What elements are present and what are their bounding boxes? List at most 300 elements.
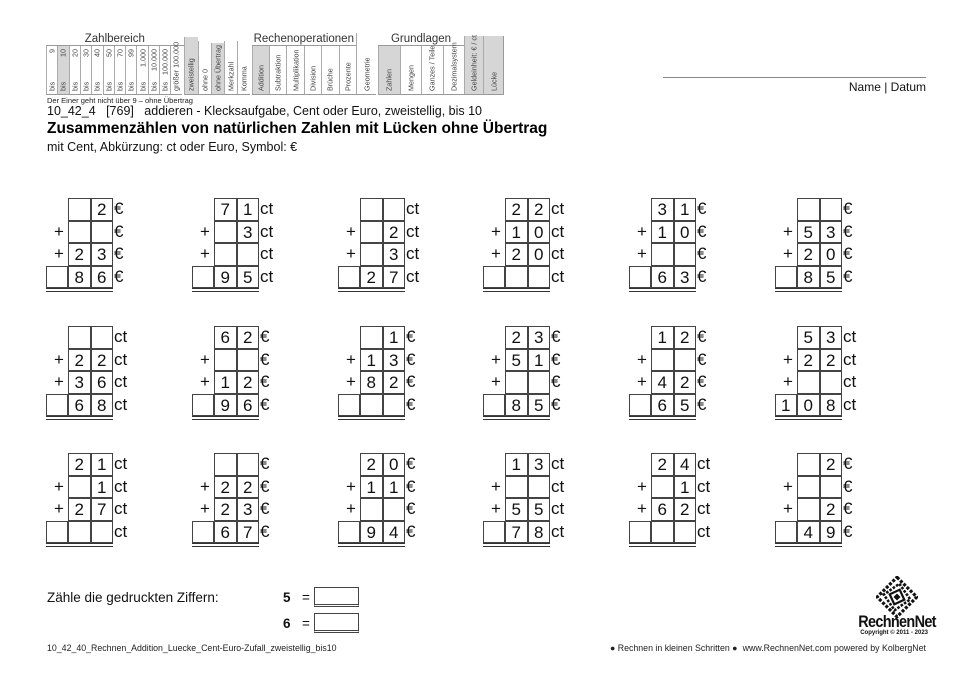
cell-label: Merkzahl — [226, 61, 236, 91]
blank-digit-box[interactable] — [528, 371, 551, 394]
addend-row — [483, 371, 613, 394]
file-name: 10_42_40_Rechnen_Addition_Luecke_Cent-Euro-Zufall_zweistellig_bis10 — [47, 643, 337, 653]
result-digit-box: 5 — [528, 394, 551, 417]
digit-box: 5 — [528, 498, 551, 521]
result-row — [338, 394, 468, 417]
unit-label: ct — [551, 199, 565, 218]
blank-digit-box[interactable] — [797, 453, 820, 476]
digit-box: 2 — [68, 349, 91, 372]
unit-label: € — [843, 521, 853, 541]
digit-box: 1 — [505, 453, 528, 476]
blank-digit-box[interactable] — [797, 476, 820, 499]
blank-result-box[interactable] — [383, 394, 406, 417]
blank-result-box[interactable] — [483, 394, 506, 417]
double-underline — [775, 543, 843, 547]
plus-sign: + — [200, 244, 210, 263]
addend-row — [192, 326, 322, 349]
digit-box: 3 — [237, 498, 260, 521]
digit-box: 0 — [820, 243, 843, 266]
unit-label: ct — [406, 244, 420, 263]
blank-result-box[interactable] — [46, 394, 69, 417]
digit-box: 2 — [674, 498, 697, 521]
result-row — [629, 521, 759, 544]
unit-label: € — [406, 394, 416, 414]
blank-digit-box[interactable] — [68, 476, 91, 499]
result-row — [338, 266, 468, 289]
blank-digit-box[interactable] — [68, 326, 91, 349]
addition-problem — [338, 326, 468, 422]
cell-label: bis — [70, 81, 80, 91]
addend-row — [629, 476, 759, 499]
digit-box: 3 — [651, 198, 674, 221]
blank-digit-box[interactable] — [505, 476, 528, 499]
blank-result-box[interactable] — [192, 394, 215, 417]
addend-row — [46, 498, 176, 521]
blank-result-box[interactable] — [483, 521, 506, 544]
blank-digit-box[interactable] — [214, 243, 237, 266]
cell-value: 30 — [81, 49, 91, 57]
result-digit-box: 6 — [651, 266, 674, 289]
cell-label: Mengen — [406, 65, 416, 91]
addend-row — [46, 326, 176, 349]
double-underline — [629, 543, 697, 547]
blank-digit-box[interactable] — [237, 453, 260, 476]
plus-sign: + — [637, 499, 647, 518]
plus-sign: + — [54, 476, 64, 496]
addend-row — [338, 221, 468, 244]
blank-digit-box[interactable] — [360, 221, 383, 244]
digit-box: 2 — [383, 221, 406, 244]
addend-row — [46, 198, 176, 221]
addend-row — [338, 349, 468, 372]
unit-label: ct — [114, 499, 128, 518]
digit-box: 3 — [91, 243, 114, 266]
col-zahlen — [378, 46, 400, 95]
addend-row — [338, 476, 468, 499]
double-underline — [46, 288, 114, 292]
result-row — [192, 521, 322, 544]
unit-label: € — [406, 521, 416, 541]
unit-label: € — [551, 394, 561, 414]
result-digit-box: 5 — [674, 394, 697, 417]
unit-label: ct — [260, 221, 274, 241]
blank-result-box[interactable] — [629, 266, 652, 289]
digit-box: 1 — [91, 476, 114, 499]
digit-box: 1 — [383, 326, 406, 349]
blank-digit-box[interactable] — [820, 198, 843, 221]
slogan: ● Rechnen in kleinen Schritten ● — [610, 643, 738, 653]
plus-sign: + — [783, 372, 793, 391]
unit-label: € — [406, 372, 416, 391]
double-underline — [192, 288, 260, 292]
digit-box: 1 — [237, 198, 260, 221]
result-row — [46, 394, 176, 417]
count-answer-box-5[interactable] — [314, 587, 359, 607]
blank-result-box[interactable] — [68, 521, 91, 544]
zahlbereich-col-99 — [125, 46, 136, 95]
addend-row — [629, 371, 759, 394]
unit-label: € — [697, 349, 707, 369]
blank-digit-box[interactable] — [674, 349, 697, 372]
digit-box: 2 — [674, 326, 697, 349]
digit-box: 1 — [674, 198, 697, 221]
result-digit-box: 8 — [528, 521, 551, 544]
cell-value: 40 — [92, 49, 102, 57]
blank-digit-box[interactable] — [214, 349, 237, 372]
unit-label: € — [843, 454, 853, 473]
unit-label: € — [260, 499, 270, 518]
unit-label: ct — [551, 221, 565, 241]
zahlbereich-col-10 — [57, 46, 68, 95]
addition-problem — [46, 326, 176, 422]
addend-row — [192, 349, 322, 372]
digit-box: 2 — [214, 498, 237, 521]
digit-box: 0 — [528, 221, 551, 244]
unit-label: € — [697, 327, 707, 346]
unit-label: € — [697, 244, 707, 263]
worksheet-meta: 10_42_4 [769] addieren - Klecksaufgabe, Cent oder Euro, zweistellig, bis 10 — [47, 104, 482, 118]
cell-label: ohne 0 — [200, 69, 210, 91]
addend-row — [338, 326, 468, 349]
blank-digit-box[interactable] — [68, 198, 91, 221]
zahlbereich-col-1.000 — [136, 46, 147, 95]
blank-digit-box[interactable] — [360, 243, 383, 266]
double-underline — [775, 416, 843, 420]
digit-box: 2 — [505, 326, 528, 349]
digit-box: 0 — [528, 243, 551, 266]
blank-result-box[interactable] — [629, 394, 652, 417]
col-geometrie — [356, 33, 376, 95]
digit-box: 4 — [674, 453, 697, 476]
unit-label: € — [406, 476, 416, 496]
result-row — [629, 266, 759, 289]
blank-digit-box[interactable] — [237, 349, 260, 372]
plus-sign: + — [783, 221, 793, 241]
zahlbereich-col-30 — [80, 46, 91, 95]
blank-digit-box[interactable] — [505, 371, 528, 394]
result-digit-box: 7 — [237, 521, 260, 544]
addend-row — [629, 349, 759, 372]
plus-sign: + — [491, 349, 501, 369]
col-addition — [252, 46, 269, 95]
result-digit-box: 9 — [214, 266, 237, 289]
col-subtraktion — [269, 46, 286, 95]
group-zahlbereich: Zahlbereich — [46, 33, 184, 46]
unit-label: ct — [114, 349, 128, 369]
digit-box: 3 — [820, 221, 843, 244]
plus-sign: + — [637, 221, 647, 241]
blank-digit-box[interactable] — [360, 198, 383, 221]
double-underline — [483, 288, 551, 292]
blank-result-box[interactable] — [528, 266, 551, 289]
blank-digit-box[interactable] — [237, 243, 260, 266]
zahlbereich-col-40 — [91, 46, 102, 95]
col-ohne-0 — [198, 41, 211, 95]
unit-label: € — [260, 327, 270, 346]
unit-label: € — [843, 499, 853, 518]
addend-row — [46, 371, 176, 394]
page-title: Zusammenzählen von natürlichen Zahlen mit Lücken ohne Übertrag — [47, 120, 548, 137]
digit-box: 0 — [674, 221, 697, 244]
blank-result-box[interactable] — [338, 521, 361, 544]
blank-digit-box[interactable] — [820, 476, 843, 499]
addition-problem — [192, 453, 322, 549]
addition-problem — [483, 198, 613, 294]
blank-result-box[interactable] — [775, 266, 798, 289]
addend-row — [483, 453, 613, 476]
cell-label: bis — [104, 81, 114, 91]
unit-label: ct — [114, 394, 128, 414]
col-geldeinheit — [464, 36, 483, 95]
result-digit-box: 6 — [237, 394, 260, 417]
result-digit-box: 1 — [775, 394, 798, 417]
unit-label: € — [406, 499, 416, 518]
double-underline — [192, 543, 260, 547]
addend-row — [483, 243, 613, 266]
col-prozente — [339, 46, 356, 95]
blank-digit-box[interactable] — [820, 371, 843, 394]
result-digit-box: 2 — [360, 266, 383, 289]
plus-sign: + — [783, 499, 793, 518]
blank-digit-box[interactable] — [651, 476, 674, 499]
addend-row — [192, 243, 322, 266]
blank-result-box[interactable] — [651, 521, 674, 544]
unit-label: ct — [551, 499, 565, 518]
unit-label: € — [697, 394, 707, 414]
blank-result-box[interactable] — [775, 521, 798, 544]
unit-label: € — [406, 454, 416, 473]
blank-result-box[interactable] — [46, 266, 69, 289]
addition-problem — [192, 198, 322, 294]
blank-digit-box[interactable] — [68, 221, 91, 244]
blank-result-box[interactable] — [192, 521, 215, 544]
double-underline — [775, 288, 843, 292]
cell-value: 10 — [58, 49, 68, 57]
cell-label: bis — [126, 81, 136, 91]
blank-digit-box[interactable] — [360, 498, 383, 521]
unit-label: ct — [406, 199, 420, 218]
digit-box: 1 — [360, 476, 383, 499]
col-zweistellig — [184, 37, 198, 95]
blank-digit-box[interactable] — [383, 198, 406, 221]
digit-box: 8 — [360, 371, 383, 394]
result-row — [192, 394, 322, 417]
result-digit-box: 9 — [360, 521, 383, 544]
blank-digit-box[interactable] — [383, 498, 406, 521]
plus-sign: + — [54, 372, 64, 391]
result-digit-box: 6 — [214, 521, 237, 544]
plus-sign: + — [200, 372, 210, 391]
result-row — [629, 394, 759, 417]
blank-digit-box[interactable] — [91, 326, 114, 349]
blank-digit-box[interactable] — [797, 498, 820, 521]
unit-label: ct — [260, 199, 274, 218]
unit-label: ct — [114, 372, 128, 391]
blank-digit-box[interactable] — [528, 476, 551, 499]
digit-box: 2 — [360, 453, 383, 476]
result-digit-box: 6 — [91, 266, 114, 289]
addend-row — [775, 498, 905, 521]
digit-box: 1 — [91, 453, 114, 476]
result-row — [483, 521, 613, 544]
blank-digit-box[interactable] — [214, 221, 237, 244]
double-underline — [338, 543, 406, 547]
addend-row — [629, 198, 759, 221]
unit-label: € — [260, 521, 270, 541]
unit-label: € — [843, 266, 853, 286]
digit-box: 3 — [237, 221, 260, 244]
plus-sign: + — [637, 244, 647, 263]
digit-box: 7 — [91, 498, 114, 521]
addend-row — [775, 349, 905, 372]
digit-box: 2 — [820, 349, 843, 372]
result-digit-box: 8 — [820, 394, 843, 417]
result-digit-box: 9 — [214, 394, 237, 417]
result-digit-box: 4 — [383, 521, 406, 544]
blank-digit-box[interactable] — [651, 349, 674, 372]
result-digit-box: 4 — [797, 521, 820, 544]
blank-digit-box[interactable] — [651, 243, 674, 266]
result-row — [46, 521, 176, 544]
rechnennet-logo — [846, 572, 936, 640]
addition-problem — [483, 326, 613, 422]
digit-box: 5 — [505, 349, 528, 372]
col-multiplikation — [286, 46, 303, 95]
cell-value: 70 — [115, 49, 125, 57]
unit-label: ct — [843, 349, 857, 369]
cell-label: Geldeinheit: € / ct — [469, 35, 479, 91]
rule-note: Der Einer geht nicht über 9 – ohne Übertrag — [47, 96, 193, 105]
digit-box: 1 — [214, 371, 237, 394]
plus-sign: + — [491, 499, 501, 518]
cell-label: bis — [138, 81, 148, 91]
blank-result-box[interactable] — [338, 266, 361, 289]
digit-box: 3 — [528, 326, 551, 349]
plus-sign: + — [200, 476, 210, 496]
count-answer-box-6[interactable] — [314, 613, 359, 633]
blank-result-box[interactable] — [91, 521, 114, 544]
name-date-label: Name | Datum — [848, 80, 926, 94]
addend-row — [775, 221, 905, 244]
blank-digit-box[interactable] — [797, 371, 820, 394]
zahlbereich-col-100.000 — [159, 46, 170, 95]
cell-label: Lücke — [489, 71, 498, 91]
plus-sign: + — [783, 349, 793, 369]
blank-digit-box[interactable] — [797, 198, 820, 221]
cell-label: Prozente — [343, 62, 353, 91]
addend-row — [629, 498, 759, 521]
unit-label: € — [260, 454, 270, 473]
blank-result-box[interactable] — [338, 394, 361, 417]
digit-box: 3 — [528, 453, 551, 476]
col-ganzes-teile — [421, 46, 443, 95]
blank-digit-box[interactable] — [674, 243, 697, 266]
digit-box: 2 — [528, 198, 551, 221]
digit-box: 3 — [383, 349, 406, 372]
digit-box: 2 — [674, 371, 697, 394]
blank-digit-box[interactable] — [214, 453, 237, 476]
blank-result-box[interactable] — [46, 521, 69, 544]
double-underline — [46, 543, 114, 547]
result-digit-box: 7 — [383, 266, 406, 289]
result-digit-box: 5 — [820, 266, 843, 289]
col-luecke — [483, 36, 503, 95]
addend-row — [483, 326, 613, 349]
plus-sign: + — [346, 349, 356, 369]
blank-result-box[interactable] — [674, 521, 697, 544]
count-instruction: Zähle die gedruckten Ziffern: — [47, 590, 219, 605]
page-subtitle: mit Cent, Abkürzung: ct oder Euro, Symbol: € — [47, 140, 298, 154]
blank-result-box[interactable] — [629, 521, 652, 544]
cell-value: 100.000 — [160, 49, 170, 75]
unit-label: ct — [551, 244, 565, 263]
digit-box: 6 — [91, 371, 114, 394]
addend-row — [775, 476, 905, 499]
result-digit-box: 8 — [91, 394, 114, 417]
double-underline — [483, 416, 551, 420]
unit-label: ct — [843, 372, 857, 391]
result-row — [775, 394, 905, 417]
addend-row — [629, 243, 759, 266]
addend-row — [775, 198, 905, 221]
unit-label: ct — [697, 499, 711, 518]
col-mengen — [400, 46, 422, 95]
copyright: Copyright © 2011 - 2023 — [860, 630, 928, 636]
cell-label: Dezimalsystem — [449, 42, 459, 91]
unit-label: ct — [114, 476, 128, 496]
unit-label: € — [697, 372, 707, 391]
digit-box: 2 — [214, 476, 237, 499]
cell-label: Multiplikation — [291, 49, 301, 91]
digit-box: 1 — [360, 349, 383, 372]
result-digit-box: 8 — [797, 266, 820, 289]
addend-row — [192, 221, 322, 244]
unit-label: € — [260, 372, 270, 391]
digit-box: 2 — [820, 498, 843, 521]
digit-box: 2 — [68, 498, 91, 521]
unit-label: € — [260, 349, 270, 369]
cell-label: Brüche — [325, 68, 335, 91]
name-date-line[interactable] — [663, 77, 926, 78]
addend-row — [775, 453, 905, 476]
cell-label: Subtraktion — [273, 54, 283, 91]
digit-box: 1 — [674, 476, 697, 499]
addition-problem — [629, 326, 759, 422]
addend-row — [629, 453, 759, 476]
unit-label: € — [406, 327, 416, 346]
cell-label: Zahlen — [384, 69, 394, 91]
blank-digit-box[interactable] — [91, 221, 114, 244]
digit-box: 2 — [91, 349, 114, 372]
blank-result-box[interactable] — [360, 394, 383, 417]
unit-label: ct — [260, 266, 274, 286]
blank-result-box[interactable] — [505, 266, 528, 289]
result-digit-box: 8 — [68, 266, 91, 289]
digit-box: 1 — [383, 476, 406, 499]
digit-box: 2 — [820, 453, 843, 476]
unit-label: € — [114, 199, 124, 218]
digit-box: 2 — [383, 371, 406, 394]
digit-box: 1 — [651, 221, 674, 244]
cell-value: 10.000 — [149, 49, 159, 71]
blank-digit-box[interactable] — [360, 326, 383, 349]
blank-result-box[interactable] — [483, 266, 506, 289]
addend-row — [483, 498, 613, 521]
cell-value: 50 — [104, 49, 114, 57]
blank-result-box[interactable] — [192, 266, 215, 289]
result-row — [192, 266, 322, 289]
unit-label: ct — [697, 476, 711, 496]
